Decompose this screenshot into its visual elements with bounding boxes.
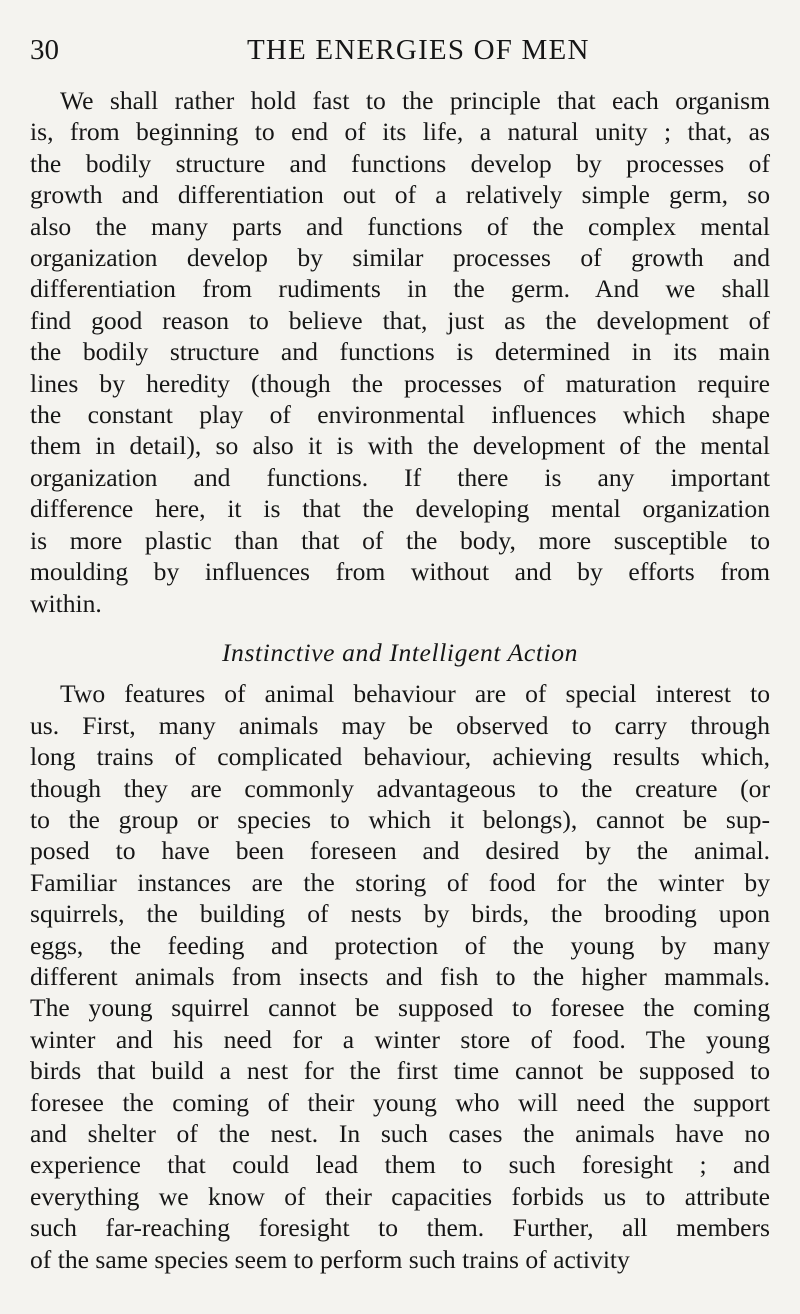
text-line: though they are commonly advantageous to the creature (or [30, 773, 770, 803]
text-line: Familiar instances are the storing of food for the winter by [30, 867, 770, 897]
text-line: birds that build a nest for the first time cannot be supposed to [30, 1056, 770, 1086]
text-line: and shelter of the nest. In such cases the animals have no [30, 1119, 770, 1148]
text-line: We shall rather hold fast to the principle that each organism [60, 86, 770, 115]
text-line: growth and differentiation out of a relatively simple germ, so [30, 180, 770, 210]
text-line: difference here, it is that the developing mental organization [30, 494, 770, 524]
text-line: The young squirrel cannot be supposed to foresee the coming [30, 993, 770, 1023]
running-head [30, 30, 752, 70]
text-line: different animals from insects and fish to the higher mammals. [30, 961, 770, 991]
paragraph-1 [30, 85, 770, 619]
text-line: posed to have been foreseen and desired by the animal. [30, 836, 770, 866]
paragraph-2 [30, 678, 770, 1275]
text-line: organization develop by similar processes of growth and [30, 243, 770, 273]
running-title: THE ENERGIES OF MEN [247, 34, 590, 66]
text-line: organization and functions. If there is any important [30, 462, 770, 492]
text-line: eggs, the feeding and protection of the young by many [30, 930, 770, 960]
text-line: also the many parts and functions of the complex mental [30, 211, 770, 241]
text-line: foresee the coming of their young who will need the support [30, 1087, 770, 1117]
text-line: the bodily structure and functions is determined in its main [30, 337, 770, 367]
text-line: them in detail), so also it is with the development of the mental [30, 431, 770, 461]
body-text [30, 85, 770, 1275]
text-line: is more plastic than that of the body, more susceptible to [30, 525, 770, 555]
text-line: the bodily structure and functions develop by processes of [30, 148, 770, 178]
text-line: lines by heredity (though the processes of maturation require [30, 368, 770, 398]
text-line: of the same species seem to perform such trains of activity [30, 1244, 630, 1274]
text-line: squirrels, the building of nests by birds, the brooding upon [30, 899, 770, 929]
text-line: everything we know of their capacities forbids us to attribute [30, 1181, 770, 1211]
text-line: moulding by influences from without and by efforts from [30, 557, 770, 587]
text-line: winter and his need for a winter store of food. The young [30, 1024, 770, 1054]
text-line: us. First, many animals may be observed to carry through [30, 710, 770, 740]
text-line: long trains of complicated behaviour, achieving results which, [30, 742, 770, 772]
text-line: the constant play of environmental influences which shape [30, 400, 770, 430]
text-line: find good reason to believe that, just as the development of [30, 305, 770, 335]
page-number: 30 [30, 34, 59, 66]
text-line: is, from beginning to end of its life, a natural unity ; that, as [30, 117, 770, 147]
text-line: such far-reaching foresight to them. Further, all members [30, 1213, 770, 1243]
text-line: to the group or species to which it belongs), cannot be sup- [30, 804, 770, 834]
text-line: differentiation from rudiments in the germ. And we shall [30, 274, 770, 304]
text-line: within. [30, 588, 102, 618]
text-line: Two features of animal behaviour are of special interest to [60, 679, 770, 709]
section-heading: Instinctive and Intelligent Action [221, 637, 579, 667]
text-line: experience that could lead them to such foresight ; and [30, 1150, 770, 1180]
